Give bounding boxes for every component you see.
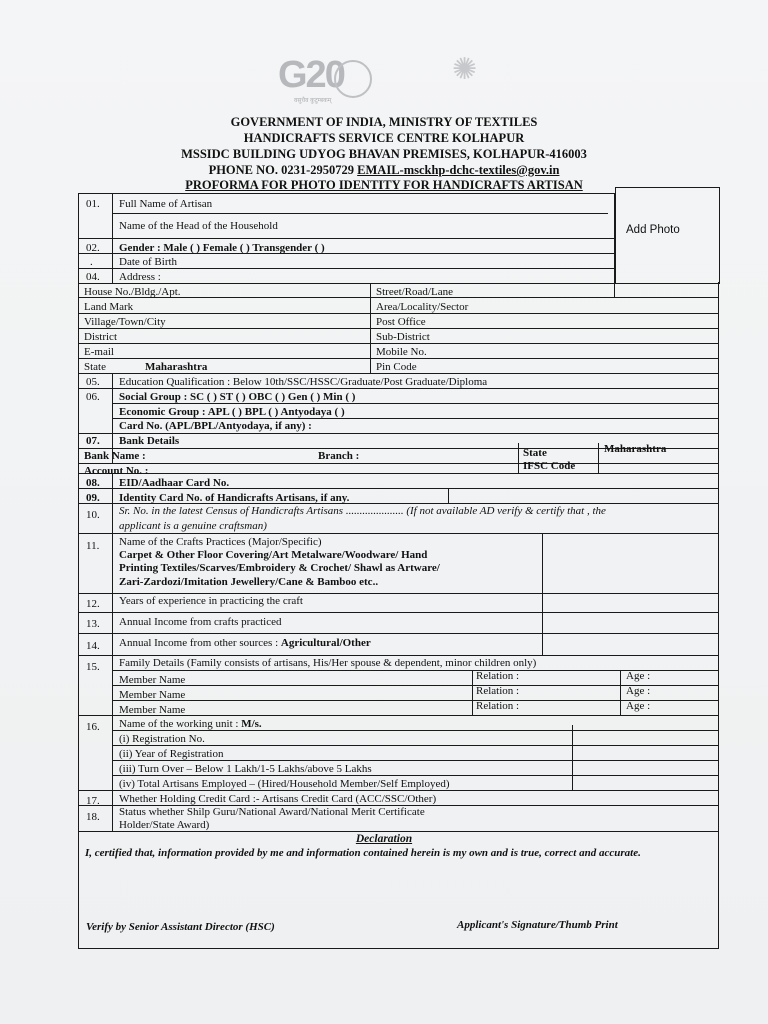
age-label: Age :	[626, 685, 651, 697]
field-04-number: 04.	[86, 271, 100, 283]
bank-state-value: Maharashtra	[604, 443, 667, 455]
experience-label: Years of experience in practicing the craft	[119, 595, 303, 607]
credit-card-label: Whether Holding Credit Card :- Artisans Credit Card (ACC/SSC/Other)	[119, 793, 437, 805]
field-17-number: 17.	[86, 795, 100, 807]
state-value: Maharashtra	[145, 361, 208, 373]
card-number-label: Card No. (APL/BPL/Antyodaya, if any) :	[119, 420, 312, 432]
g20-logo-subtitle: वसुधैव कुटुम्बकम्	[294, 98, 332, 104]
dob-label: Date of Birth	[119, 256, 178, 268]
member-name-label: Member Name	[119, 689, 186, 701]
field-10-number: 10.	[86, 509, 100, 521]
registration-year-label: (ii) Year of Registration	[119, 748, 224, 760]
village-label: Village/Town/City	[84, 316, 166, 328]
crafts-label: Name of the Crafts Practices (Major/Specific)	[119, 536, 322, 548]
header-address: MSSIDC BUILDING UDYOG BHAVAN PREMISES, KOLHAPUR-416003	[181, 147, 587, 161]
field-14-number: 14.	[86, 640, 100, 652]
district-label: District	[84, 331, 117, 343]
field-08-number: 08.	[86, 477, 100, 489]
field-16-number: 16.	[86, 721, 100, 733]
family-details-label: Family Details (Family consists of artisans, His/Her spouse & dependent, minor children only)	[119, 657, 537, 669]
field-12-number: 12.	[86, 598, 100, 610]
census-note: applicant is a genuine craftsman)	[119, 520, 267, 532]
aadhaar-label: EID/Aadhaar Card No.	[119, 477, 230, 489]
economic-group-options[interactable]: Economic Group : APL ( ) BPL ( ) Antyodaya ( )	[119, 406, 345, 418]
email-label: E-mail	[84, 346, 114, 358]
state-label: State	[84, 361, 106, 373]
header-ministry: GOVERNMENT OF INDIA, MINISTRY OF TEXTILES	[230, 115, 538, 129]
field-01-number: 01.	[86, 198, 100, 210]
age-label: Age :	[626, 670, 651, 682]
landmark-label: Land Mark	[84, 301, 134, 313]
member-name-label: Member Name	[119, 704, 186, 716]
account-label: Account No. :	[84, 465, 149, 477]
declaration-title: Declaration	[355, 833, 413, 845]
identity-card-label: Identity Card No. of Handicrafts Artisans, if any.	[119, 492, 350, 504]
field-13-number: 13.	[86, 618, 100, 630]
lotus-icon: ✺	[452, 53, 478, 86]
craft-income-label: Annual Income from crafts practiced	[119, 616, 282, 628]
artisans-employed-label: (iv) Total Artisans Employed – (Hired/Household Member/Self Employed)	[119, 778, 450, 790]
full-name-label: Full Name of Artisan	[119, 198, 213, 210]
social-group-options[interactable]: Social Group : SC ( ) ST ( ) OBC ( ) Gen ( ) Min ( )	[119, 391, 356, 403]
working-unit-text: Name of the working unit :	[119, 718, 242, 730]
field-07-number: 07.	[86, 435, 100, 447]
field-15-number: 15.	[86, 661, 100, 673]
other-income-label	[119, 637, 371, 650]
crafts-list-3: Zari-Zardozi/Imitation Jewellery/Cane & Bamboo etc..	[119, 576, 379, 588]
age-label: Age :	[626, 700, 651, 712]
declaration-text: I, certified that, information provided by me and information contained herein is my own and is true, correct and accurate.	[85, 847, 641, 859]
house-label: House No./Bldg./Apt.	[84, 286, 181, 298]
turnover-label: (iii) Turn Over – Below 1 Lakh/1-5 Lakhs/above 5 Lakhs	[119, 763, 372, 775]
field-03-number: .	[90, 256, 93, 268]
photo-box[interactable]	[615, 187, 720, 284]
mobile-label: Mobile No.	[376, 346, 427, 358]
signature-label: Applicant's Signature/Thumb Print	[457, 919, 618, 931]
crafts-list-2: Printing Textiles/Scarves/Embroidery & Crochet/ Shawl as Artware/	[119, 562, 440, 574]
head-household-label: Name of the Head of the Household	[119, 220, 278, 232]
field-02-number: 02.	[86, 242, 100, 254]
field-11-number: 11.	[86, 540, 100, 552]
relation-label: Relation :	[476, 670, 520, 682]
education-label[interactable]: Education Qualification : Below 10th/SSC/HSSC/Graduate/Post Graduate/Diploma	[119, 376, 488, 388]
pincode-label: Pin Code	[376, 361, 417, 373]
bank-details-label: Bank Details	[119, 435, 180, 447]
working-unit-label	[119, 718, 262, 731]
branch-label: Branch :	[318, 450, 360, 462]
bank-name-label: Bank Name :	[84, 450, 146, 462]
locality-label: Area/Locality/Sector	[376, 301, 469, 313]
address-label: Address :	[119, 271, 161, 283]
globe-icon	[334, 60, 372, 98]
working-unit-ms: M/s.	[241, 718, 262, 730]
field-09-number: 09.	[86, 492, 100, 504]
field-05-number: 05.	[86, 376, 100, 388]
relation-label: Relation :	[476, 700, 520, 712]
subdistrict-label: Sub-District	[376, 331, 430, 343]
other-income-sources: Agricultural/Other	[280, 637, 371, 649]
relation-label: Relation :	[476, 685, 520, 697]
header-phone: PHONE NO. 0231-2950729	[208, 163, 358, 177]
ifsc-label: IFSC Code	[523, 460, 576, 472]
crafts-list-1: Carpet & Other Floor Covering/Art Metalware/Woodware/ Hand	[119, 549, 428, 561]
status-label: Status whether Shilp Guru/National Award/National Merit Certificate	[119, 806, 425, 818]
registration-no-label: (i) Registration No.	[119, 733, 205, 745]
census-label: Sr. No. in the latest Census of Handicrafts Artisans ..................... (If not available AD verify & certify that , the	[119, 505, 606, 517]
postoffice-label: Post Office	[376, 316, 426, 328]
street-label: Street/Road/Lane	[376, 286, 453, 298]
member-name-label: Member Name	[119, 674, 186, 686]
form-title: PROFORMA FOR PHOTO IDENTITY FOR HANDICRAFTS ARTISAN	[185, 178, 583, 192]
field-06-number: 06.	[86, 391, 100, 403]
field-18-number: 18.	[86, 811, 100, 823]
g20-logo-text: G20	[278, 54, 344, 96]
verify-label: Verify by Senior Assistant Director (HSC)	[86, 921, 275, 933]
gender-options[interactable]: Gender : Male ( ) Female ( ) Transgender ( )	[119, 242, 325, 254]
other-income-text: Annual Income from other sources :	[119, 637, 281, 649]
g20-logo	[272, 52, 542, 110]
add-photo-label: Add Photo	[626, 224, 680, 236]
bank-state-label: State	[523, 447, 547, 459]
header-contact	[0, 162, 768, 178]
header-email: EMAIL-msckhp-dchc-textiles@gov.in	[357, 163, 560, 177]
status-label-cont: Holder/State Award)	[119, 819, 210, 831]
header-centre: HANDICRAFTS SERVICE CENTRE KOLHAPUR	[243, 131, 525, 145]
